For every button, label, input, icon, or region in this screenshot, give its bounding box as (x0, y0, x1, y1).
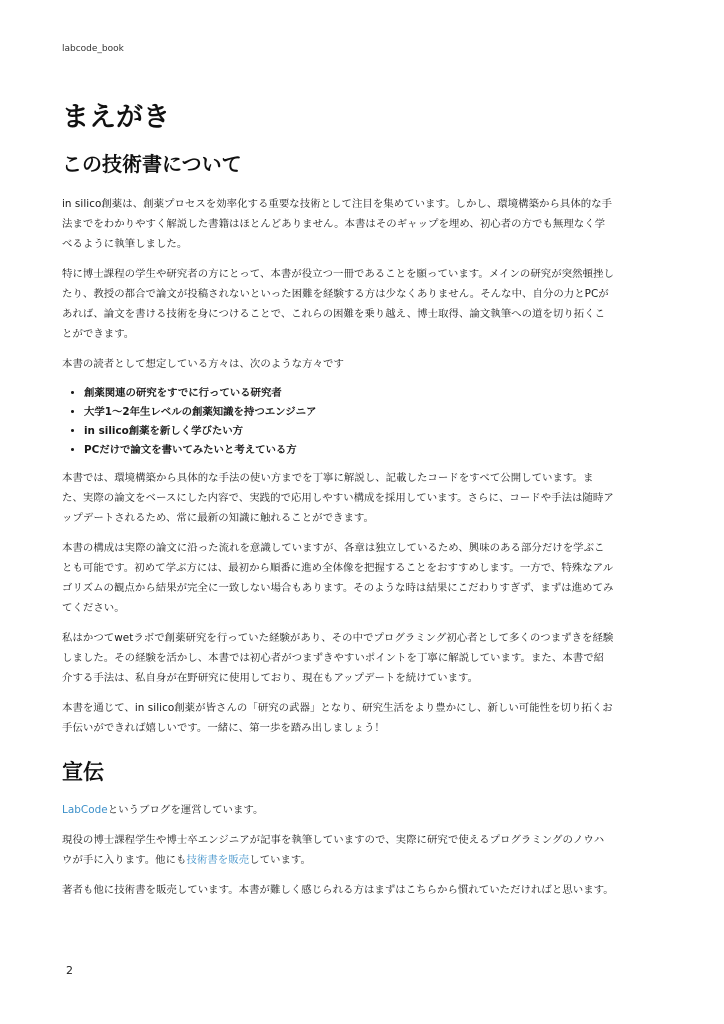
page-title: まえがき (62, 102, 170, 133)
paragraph: 本書の構成は実際の論文に沿った流れを意識していますが、各章は独立しているため、興味のある部分だけを学ぶことも可能です。初めて学ぶ方には、最初から順番に進め全体像を把握することをおすすめします。一方で、特殊なアルゴリズムの観点から結果が完全に一致しない場合もあります。そのような時は結果にこだわりすぎず、まずは進めてみてください。 (62, 542, 614, 614)
promo-paragraph: 著者も他に技術書を販売しています。本書が難しく感じられる方はまずはこちらから慣れていただければと思います。 (62, 884, 614, 896)
paragraph: 本書の読者として想定している方々は、次のような方々です (62, 358, 344, 370)
page-content (62, 100, 614, 910)
section-heading-about: この技術書について (62, 152, 242, 176)
page-number: 2 (66, 964, 73, 977)
promo-paragraph (62, 800, 614, 820)
promo-text: 現役の博士課程学生や博士卒エンジニアが記事を執筆していますので、実際に研究で使えるプログラミングのノウハウが手に入ります。他にも (62, 834, 605, 866)
paragraph: 本書では、環境構築から具体的な手法の使い方までを丁寧に解説し、記載したコードをすべて公開しています。また、実際の論文をベースにした内容で、実践的で応用しやすい構成を採用しています。さらに、コードや手法は随時アップデートされるため、常に最新の知識に触れることができます。 (62, 472, 614, 524)
list-item: • in silico創薬を新しく学びたい方 (84, 422, 614, 441)
list-item: • 大学1〜2年生レベルの創薬知識を持つエンジニア (84, 403, 614, 422)
promo-text: というブログを運営しています。 (107, 804, 264, 816)
section-heading-promo: 宣伝 (62, 760, 104, 784)
paragraph: 私はかつてwetラボで創薬研究を行っていた経験があり、その中でプログラミング初心者として多くのつまずきを経験しました。その経験を活かし、本書では初心者がつまずきやすいポイントを丁寧に解説しています。また、本書で紹介する手法は、私自身が在野研究に使用しており、現在もアップデートを続けています。 (62, 632, 614, 684)
running-header: labcode_book (62, 44, 124, 54)
list-item: • 創薬関連の研究をすでに行っている研究者 (84, 384, 614, 403)
paragraph: in silico創薬は、創薬プロセスを効率化する重要な技術として注目を集めています。しかし、環境構築から具体的な手法までをわかりやすく解説した書籍はほとんどありません。本書はそのギャップを埋め、初心者の方でも無理なく学べるように執筆しました。 (62, 198, 613, 250)
promo-text: しています。 (249, 854, 311, 866)
promo-paragraph (62, 830, 614, 870)
tech-book-link[interactable]: 技術書を販売 (186, 854, 250, 866)
list-item: • PCだけで論文を書いてみたいと考えている方 (84, 441, 614, 460)
labcode-link[interactable]: LabCode (62, 804, 108, 816)
paragraph: 特に博士課程の学生や研究者の方にとって、本書が役立つ一冊であることを願っています。メインの研究が突然頓挫したり、教授の都合で論文が投稿されないといった困難を経験する方は少なくありません。そんな中、自分の力とPCがあれば、論文を書ける技術を身につけることで、これらの困難を乗り越え、博士取得、論文執筆への道を切り拓くことができます。 (62, 268, 614, 340)
paragraph: 本書を通じて、in silico創薬が皆さんの「研究の武器」となり、研究生活をより豊かにし、新しい可能性を切り拓くお手伝いができれば嬉しいです。一緒に、第一歩を踏み出しましょう！ (62, 702, 613, 734)
reader-list (62, 384, 614, 460)
